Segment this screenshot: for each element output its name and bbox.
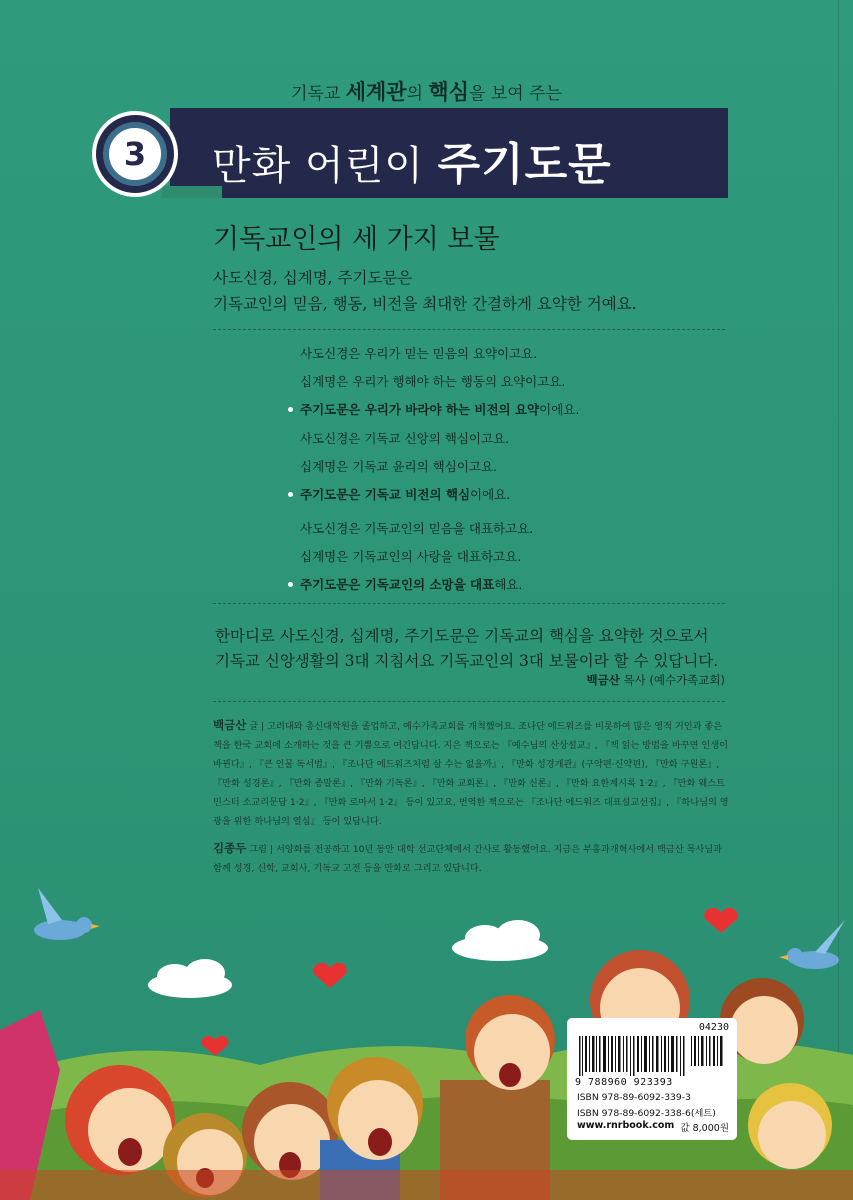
block-highlight: 주기도문은 기독교 비전의 핵심이에요. <box>300 481 510 509</box>
bird-icon <box>34 888 100 940</box>
bullet-dot <box>288 492 293 497</box>
creed-block-3 <box>300 515 533 599</box>
volume-number-badge <box>92 111 178 197</box>
signature: 백금산 목사 (예수가족교회) <box>586 673 725 687</box>
block-line: 십계명은 기독교 윤리의 핵심이고요. <box>300 459 498 474</box>
price: 값 8,000원 <box>680 1123 729 1134</box>
bullet-dot <box>288 582 293 587</box>
illustrator-bio: 김종두 그림 | 서양화를 전공하고 10년 동안 대학 선교단체에서 간사로 활동했어요. 지금은 부흥과개혁사에서 백금산 목사님과 함께 성경, 신학, 교회사, 기독교 고전 등을 만화로 그리고 있답니다. <box>213 841 723 874</box>
barcode-addon: 04230 <box>698 1022 729 1033</box>
bullet-dot <box>288 407 293 412</box>
divider <box>213 603 725 604</box>
isbn: ISBN 978-89-6092-339-3 <box>577 1092 691 1103</box>
block-line: 사도신경은 기독교 신앙의 핵심이고요. <box>300 431 510 446</box>
book-title: 만화 어린이 주기도문 <box>212 139 612 190</box>
divider <box>213 701 725 702</box>
block-highlight: 주기도문은 기독교인의 소망을 대표해요. <box>300 571 533 599</box>
publisher-url: www.rnrbook.com <box>577 1120 675 1131</box>
block-highlight: 주기도문은 우리가 바라야 하는 비전의 요약이에요. <box>300 396 579 424</box>
barcode-label <box>567 1018 737 1140</box>
block-line: 십계명은 우리가 행해야 하는 행동의 요약이고요. <box>300 374 566 389</box>
volume-number: 3 <box>123 135 147 173</box>
creed-block-1 <box>300 340 579 424</box>
divider <box>213 329 725 330</box>
creed-block-2 <box>300 425 510 509</box>
isbn-set: ISBN 978-89-6092-338-6(세트) <box>577 1108 716 1119</box>
barcode-number: 9 788960 923393 <box>575 1077 673 1088</box>
series-tagline: 기독교 세계관의 핵심을 보여 주는 <box>291 80 562 104</box>
block-line: 사도신경은 기독교인의 믿음을 대표하고요. <box>300 521 534 536</box>
intro-line-1: 사도신경, 십계명, 주기도문은 <box>213 269 413 287</box>
block-line: 십계명은 기독교인의 사랑을 대표하고요. <box>300 549 522 564</box>
barcode-bars <box>577 1036 727 1076</box>
block-line: 사도신경은 우리가 믿는 믿음의 요약이고요. <box>300 346 538 361</box>
author-bio: 백금산 글 | 고려대와 총신대학원을 졸업하고, 예수가족교회를 개척했어요. 조나단 에드워즈를 비롯하여 많은 영적 거인과 좋은 책을 한국 교회에 소개하는 것을 큰 기쁨으로 여긴답니다. 지은 책으로는 『예수님의 산상설교』, 『책 읽는 방법을 바꾸면 인생이 바뀐다』, 『큰 인물 독서법』, 『조나단 에드워즈처럼 살 수는 없을까』, 『만화 성경개관』(구약편·신약편), 『만화 구원론』, 『만화 성경론』, 『만화 종말론』, 『만화 기독론』, 『만화 교회론』, 『만화 신론』, 『만화 요한계시록 1·2』, 『만화 웨스트민스터 소교리문답 1·2』, 『만화 로마서 1·2』 등이 있고요, 번역한 책으로는 『조나단 에드워즈 대표설교선집』, 『하나님의 영광을 위한 하나님의 열심』 등이 있답니다. <box>213 718 729 827</box>
intro-line-2: 기독교인의 믿음, 행동, 비전을 최대한 간결하게 요약한 거예요. <box>213 295 637 313</box>
subtitle: 기독교인의 세 가지 보물 <box>213 224 500 255</box>
summary-line-1: 한마디로 사도신경, 십계명, 주기도문은 기독교의 핵심을 요약한 것으로서 <box>215 627 709 645</box>
bird-icon <box>779 920 845 969</box>
summary-line-2: 기독교 신앙생활의 3대 지침서요 기독교인의 3대 보물이라 할 수 있답니다. <box>215 652 719 670</box>
